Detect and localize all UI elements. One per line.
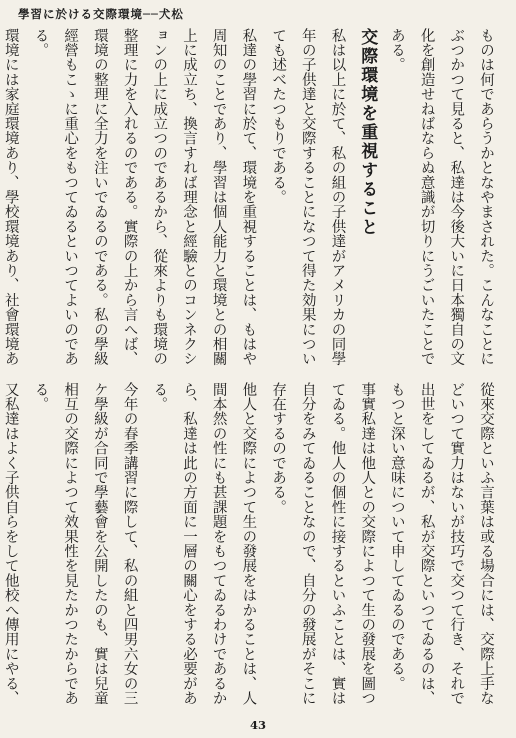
paragraph: ものは何であらうかとなやまされた。こんなことにぶつかつて見ると、私達は今後大いに日本獨自の文化を創造せねばならぬ意識が切りにうごいたことである。	[388, 28, 494, 367]
page-number: 43	[249, 718, 266, 732]
paragraph: 他人と交際によつて生の發展をはかることは、人間本然の性にも甚課題をもつてゐるわけであるから、私達は此の方面に一層の關心をする必要がある。	[151, 382, 257, 706]
lower-text-block	[2, 382, 500, 718]
paragraph: 又私達はよく子供自らをして他校へ傳用にやる、	[2, 382, 19, 706]
paragraph: 私達の學習に於て、環境を重視することは、もはや周知のことであり、學習は個人能力と環境との相關上に成立ち、換言すれば理念と經驗とのコンネクションの上に成立つのであるから、從來よりも環境の整理に力を入れるのである。實際の上から言へば、環境の整理に全力を注いでゐるのである。私の學級經營もこゝに重心をもつてゐるといつてよいのである。	[32, 28, 257, 367]
running-head: 學習に於ける交際環境──犬松	[18, 7, 184, 21]
paragraph: 從來交際といふ言葉は或る場合には、交際上手などいつて實力はないが技巧で交つて行き、それで出世をしてゐるが、私が交際といつてゐるのは、もつと深い意味について申してゐるのである。	[388, 382, 494, 706]
paragraph: 事實私達は他人との交際によつて生の發展を圖つてゐる。他人の個性に接するといふことは、實は自分をみてゐることなので、自分の發展がそこに存在するのである。	[270, 382, 376, 706]
section-heading: 交際環境を重視すること	[357, 28, 378, 237]
paragraph: 今年の春季講習に際して、私の組と四男六女の三ケ學級が合同で學藝會を公開したのも、實は兒童相互の交際によつて效果性を見たかつたからである。	[32, 382, 138, 706]
paragraph: 環境には家庭環境あり、學校環境あり、社會環境あ	[2, 28, 19, 367]
paragraph: 私は以上に於て、私の組の子供達がアメリカの同學年の子供達と交際することになつて得た効果についても述べたつもりである。	[270, 28, 346, 367]
upper-text-block	[2, 28, 500, 368]
